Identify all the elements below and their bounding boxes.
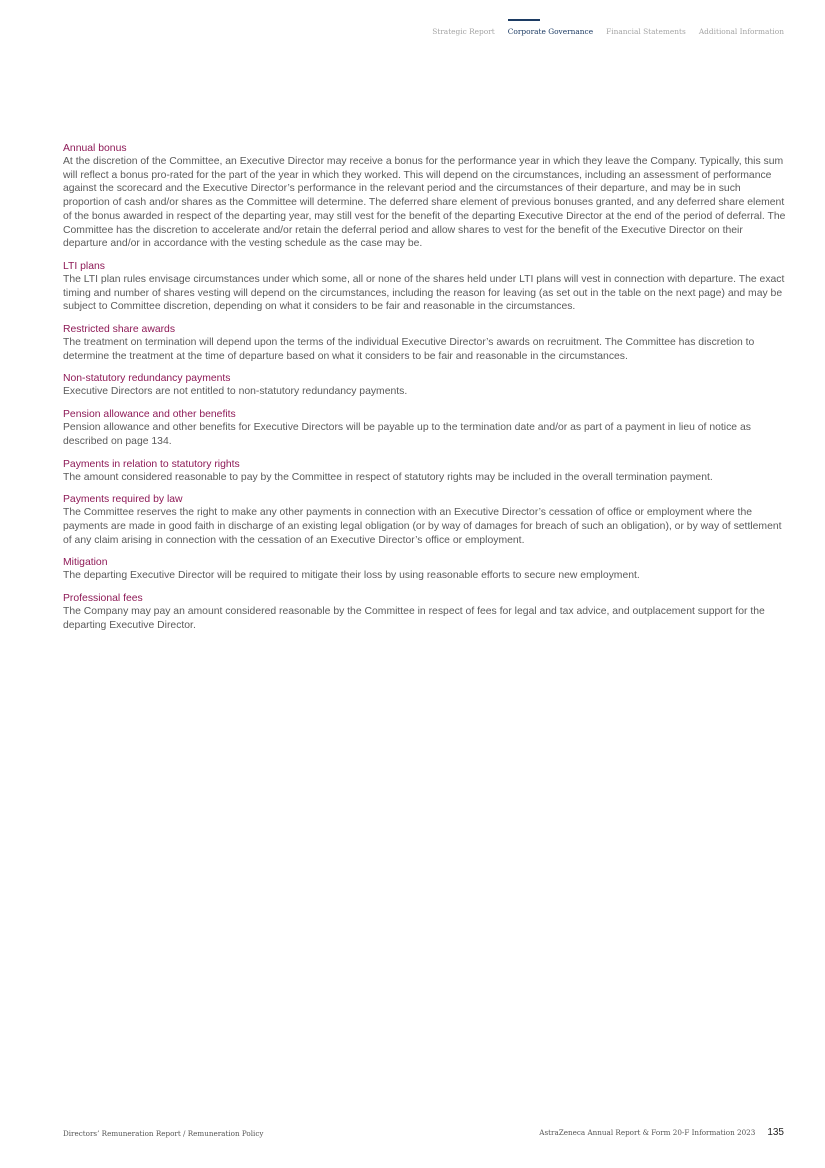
section-payments-required-by-law (63, 493, 788, 547)
section-heading: Non-statutory redundancy payments (63, 373, 231, 385)
section-body: The departing Executive Director will be required to mitigate their loss by using reasonable efforts to secure new employment. (63, 570, 640, 582)
section-heading: Restricted share awards (63, 324, 176, 336)
section-body: Executive Directors are not entitled to non-statutory redundancy payments. (63, 386, 408, 398)
section-mitigation (63, 556, 788, 583)
nav-financial-statements[interactable]: Financial Statements (606, 27, 686, 36)
section-body: Pension allowance and other benefits for Executive Directors will be payable up to the termination date and/or as part of a payment in lieu of notice as described on page 134. (63, 422, 751, 447)
section-pension-allowance (63, 408, 788, 448)
section-heading: Annual bonus (63, 143, 127, 154)
page-number: 135 (767, 1127, 784, 1138)
footer-report-title: AstraZeneca Annual Report & Form 20-F Information 2023 (539, 1128, 756, 1137)
section-statutory-rights (63, 458, 788, 485)
section-heading: Pension allowance and other benefits (63, 409, 236, 421)
section-annual-bonus (63, 142, 788, 251)
nav-strategic-report[interactable]: Strategic Report (432, 27, 495, 36)
nav-additional-information[interactable]: Additional Information (698, 27, 784, 36)
section-lti-plans (63, 260, 788, 314)
section-body: The amount considered reasonable to pay by the Committee in respect of statutory rights may be included in the overall termination payment. (63, 471, 713, 483)
section-body: The LTI plan rules envisage circumstances under which some, all or none of the shares held under LTI plans will vest in connection with departure. The exact timing and number of shares vesting will depend on the circumstances, including the reason for leaving (as set out in the table on the next page) and may be subject to Committee discretion, depending on what it considers to be fair and reasonable in the circumstances. (63, 273, 785, 313)
section-body: The Company may pay an amount considered reasonable by the Committee in respect of fees for legal and tax advice, and outplacement support for the departing Executive Director. (63, 606, 765, 631)
section-restricted-share-awards (63, 323, 788, 363)
section-body: At the discretion of the Committee, an Executive Director may receive a bonus for the performance year in which they leave the Company. Typically, this sum will reflect a bonus pro-rated for the part of the year in which they worked. This will depend on the circumstances, including an assessment of performance against the scorecard and the Executive Director’s performance in the relevant period and the circumstances of their departure, and may be in such proportion of cash and/or shares as the Committee will determine. The deferred share element of previous bonuses granted, and any deferred share element of the bonus awarded in respect of the departing year, may still vest for the benefit of the departing Executive Director at the end of the period of deferral. The Committee has the discretion to accelerate and/or retain the deferral period and allow shares to vest for the benefit of the Executive Director on their departure and/or in accordance with the vesting schedule as the case may be. (63, 156, 786, 250)
main-content (63, 142, 788, 641)
section-heading: Payments in relation to statutory rights (63, 458, 240, 470)
footer-right (539, 1127, 784, 1138)
section-body: The treatment on termination will depend upon the terms of the individual Executive Director’s awards on recruitment. The Committee has discretion to determine the treatment at the time of departure based on what it considers to be fair and reasonable in the circumstances. (63, 337, 755, 362)
footer-breadcrumb: Directors’ Remuneration Report / Remuneration Policy (63, 1129, 264, 1138)
section-heading: Professional fees (63, 593, 143, 605)
section-non-statutory-redundancy (63, 372, 788, 399)
section-heading: Mitigation (63, 557, 108, 569)
section-body: The Committee reserves the right to make any other payments in connection with an Executive Director’s cessation of office or employment where the payments are made in good faith in discharge of an existing legal obligation (or by way of damages for breach of such an obligation), or by way of settlement of any claim arising in connection with the cessation of an Executive Director’s office or employment. (63, 507, 782, 546)
section-heading: Payments required by law (63, 494, 183, 506)
section-heading: LTI plans (63, 260, 105, 272)
nav-corporate-governance[interactable]: Corporate Governance (508, 19, 593, 36)
section-professional-fees (63, 592, 788, 632)
top-navigation (432, 19, 784, 36)
